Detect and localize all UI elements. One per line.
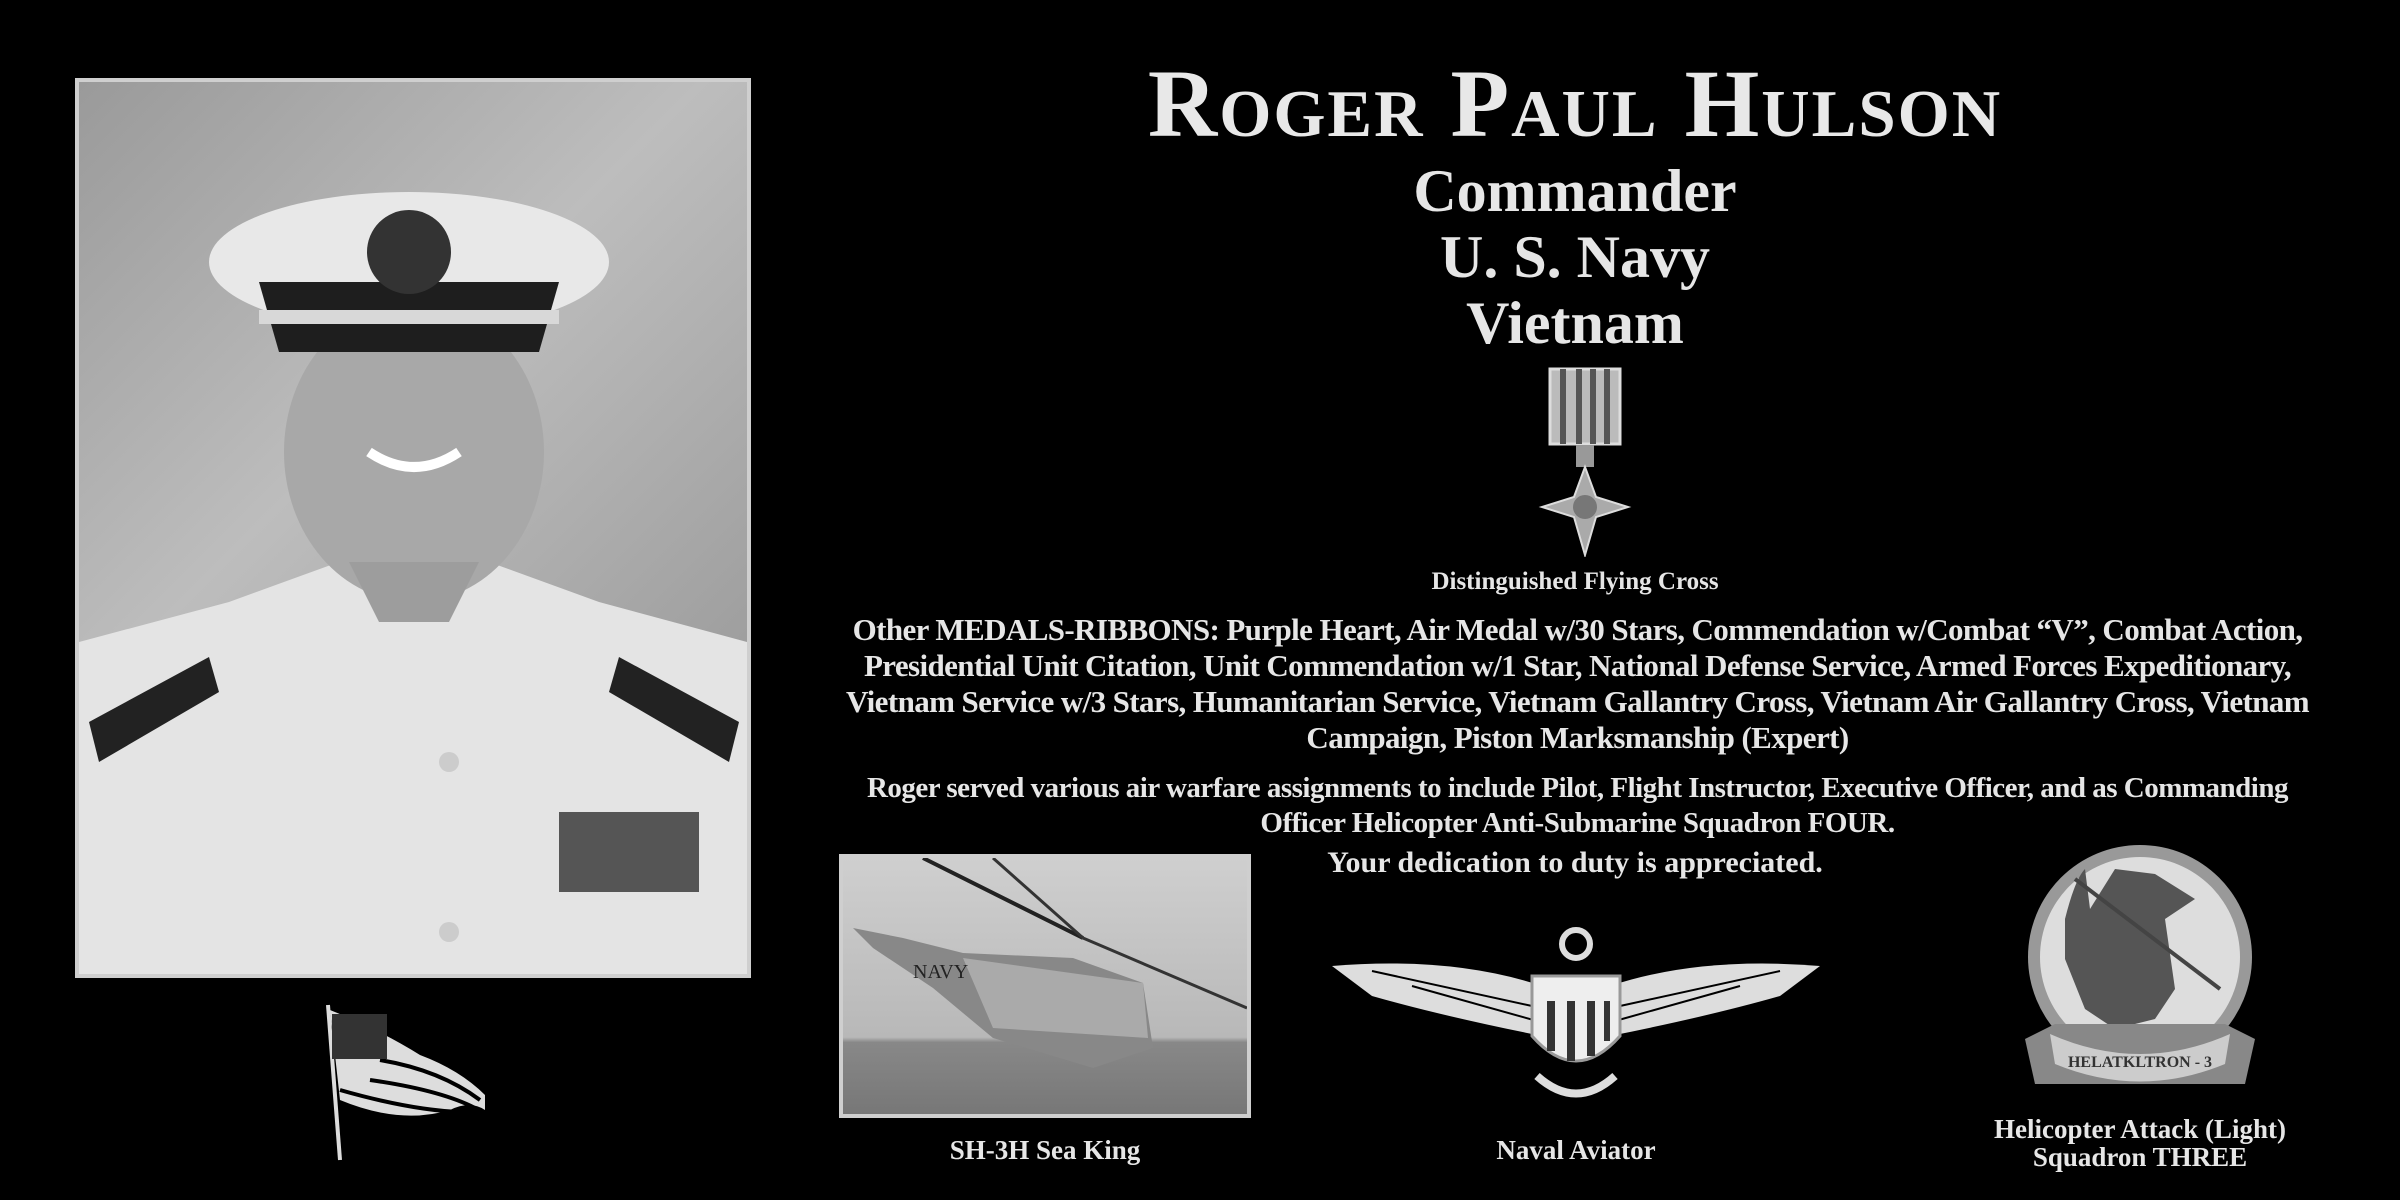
patch-banner-text: HELATKLTRON - 3 bbox=[2067, 1054, 2213, 1071]
helicopter-caption: SH-3H Sea King bbox=[949, 1135, 1141, 1165]
portrait-photo bbox=[75, 78, 751, 978]
patch-caption bbox=[1930, 1115, 2350, 1171]
helicopter-marking: NAVY bbox=[913, 961, 969, 983]
distinguished-flying-cross-medal-icon bbox=[1538, 367, 1632, 557]
american-flag-icon bbox=[320, 1000, 495, 1165]
veteran-name: Roger Paul Hulson bbox=[1147, 50, 2003, 157]
other-medals-list: Other MEDALS-RIBBONS: Purple Heart, Air Medal w/30 Stars, Commendation w/Combat “V”, Combat Action, Presidential Unit Citation, Unit Commendation w/1 Star, National Defense Service, Armed Forces Expeditionary, Vietnam Service w/3 Stars, Humanitarian Service, Vietnam Gallantry Cross, Vietnam Air Gallantry Cross, Vietnam Campaign, Piston Marksmanship (Expert) bbox=[846, 612, 2309, 755]
branch: U. S. Navy bbox=[1439, 224, 1711, 290]
sea-king-helicopter-image bbox=[843, 858, 1247, 1114]
patch-caption-line2: Squadron THREE bbox=[2032, 1142, 2248, 1172]
helicopter-photo bbox=[839, 854, 1251, 1118]
naval-aviator-wings-icon bbox=[1332, 926, 1820, 1106]
rank: Commander bbox=[1413, 158, 1737, 224]
dedication-text: Your dedication to duty is appreciated. bbox=[1327, 846, 1823, 879]
patch-caption-line1: Helicopter Attack (Light) bbox=[1994, 1114, 2286, 1144]
service-summary: Roger served various air warfare assignments to include Pilot, Flight Instructor, Executive Officer, and as Commanding Officer Helicopter Anti-Submarine Squadron FOUR. bbox=[866, 772, 2288, 839]
conflict: Vietnam bbox=[1466, 290, 1684, 356]
squadron-patch-icon bbox=[2005, 839, 2275, 1104]
wings-caption: Naval Aviator bbox=[1496, 1135, 1656, 1165]
officer-portrait-image bbox=[79, 82, 747, 974]
primary-medal-caption: Distinguished Flying Cross bbox=[1431, 568, 1719, 595]
